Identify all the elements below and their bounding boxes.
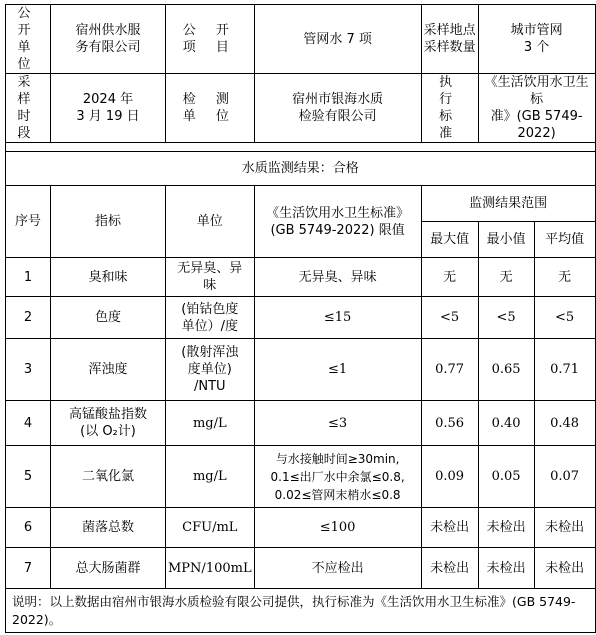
sampling-period-label: 采 样 时 段 [6,74,51,143]
row-limit: ≤1 [254,339,421,401]
standard-label: 执 行 标 准 [421,74,478,143]
row-min: 0.65 [478,339,534,401]
spacer-row [6,143,596,152]
row-limit: ≤3 [254,401,421,446]
table-row [6,548,596,589]
row-max: 0.77 [421,339,478,401]
row-min: 无 [478,258,534,297]
row-indicator: 浑浊度 [51,339,166,401]
row-max: 未检出 [421,508,478,548]
row-seq: 5 [6,446,51,508]
publish-unit-value: 宿州供水服 务有限公司 [51,5,166,74]
row-min: <5 [478,297,534,339]
row-seq: 6 [6,508,51,548]
sampling-period-value: 2024 年 3 月 19 日 [51,74,166,143]
header-row-1 [6,5,596,74]
column-header-row-1 [6,186,596,222]
table-row [6,508,596,548]
table-row [6,401,596,446]
row-avg: 未检出 [534,548,595,589]
row-min: 0.40 [478,401,534,446]
row-avg: 0.48 [534,401,595,446]
spacer-cell [6,143,596,152]
row-min: 未检出 [478,508,534,548]
row-limit: 不应检出 [254,548,421,589]
row-unit: mg/L [166,446,255,508]
row-seq: 4 [6,401,51,446]
testing-unit-label: 检 测 单 位 [166,74,255,143]
publish-unit-label: 公 开 单 位 [6,5,51,74]
col-seq: 序号 [6,186,51,258]
sampling-location-value: 城市管网 3 个 [478,5,595,74]
footnote: 说明：以上数据由宿州市银海水质检验有限公司提供，执行标准为《生活饮用水卫生标准》(GB 5749-2022)。 [6,589,596,633]
col-unit: 单位 [166,186,255,258]
row-indicator: 二氧化氯 [51,446,166,508]
testing-unit-value: 宿州市银海水质 检验有限公司 [254,74,421,143]
row-limit: ≤15 [254,297,421,339]
table-row [6,258,596,297]
row-unit: 无异臭、异 味 [166,258,255,297]
row-indicator: 菌落总数 [51,508,166,548]
standard-value: 《生活饮用水卫生标 准》(GB 5749-2022) [478,74,595,143]
row-min: 未检出 [478,548,534,589]
col-limit: 《生活饮用水卫生标准》 (GB 5749-2022) 限值 [254,186,421,258]
row-avg: 0.07 [534,446,595,508]
row-min: 0.05 [478,446,534,508]
row-unit: mg/L [166,401,255,446]
row-unit: MPN/100mL [166,548,255,589]
result-row [6,152,596,186]
publish-item-label: 公 开 项 目 [166,5,255,74]
row-max: 0.56 [421,401,478,446]
row-max: <5 [421,297,478,339]
result-text: 水质监测结果：合格 [6,152,596,186]
row-avg: 未检出 [534,508,595,548]
row-limit: 无异臭、异味 [254,258,421,297]
row-indicator: 总大肠菌群 [51,548,166,589]
row-limit: ≤100 [254,508,421,548]
row-limit: 与水接触时间≥30min, 0.1≤出厂水中余氯≤0.8, 0.02≤管网末梢水≤0.8 [254,446,421,508]
col-range: 监测结果范围 [421,186,595,222]
row-unit: (铂钴色度 单位）/度 [166,297,255,339]
row-avg: 无 [534,258,595,297]
table-row [6,297,596,339]
note-row [6,589,596,633]
table-row [6,339,596,401]
row-max: 未检出 [421,548,478,589]
col-avg: 平均值 [534,222,595,258]
row-seq: 7 [6,548,51,589]
row-unit: CFU/mL [166,508,255,548]
header-row-2 [6,74,596,143]
col-indicator: 指标 [51,186,166,258]
row-unit: (散射浑浊 度单位) /NTU [166,339,255,401]
sampling-location-label: 采样地点 采样数量 [421,5,478,74]
col-min: 最小值 [478,222,534,258]
row-seq: 1 [6,258,51,297]
table-row [6,446,596,508]
row-indicator: 臭和味 [51,258,166,297]
row-max: 0.09 [421,446,478,508]
publish-item-value: 管网水 7 项 [254,5,421,74]
water-quality-table [5,4,596,633]
row-avg: 0.71 [534,339,595,401]
row-seq: 3 [6,339,51,401]
row-indicator: 色度 [51,297,166,339]
row-indicator: 高锰酸盐指数 (以 O₂计) [51,401,166,446]
row-seq: 2 [6,297,51,339]
col-max: 最大值 [421,222,478,258]
row-avg: <5 [534,297,595,339]
row-max: 无 [421,258,478,297]
